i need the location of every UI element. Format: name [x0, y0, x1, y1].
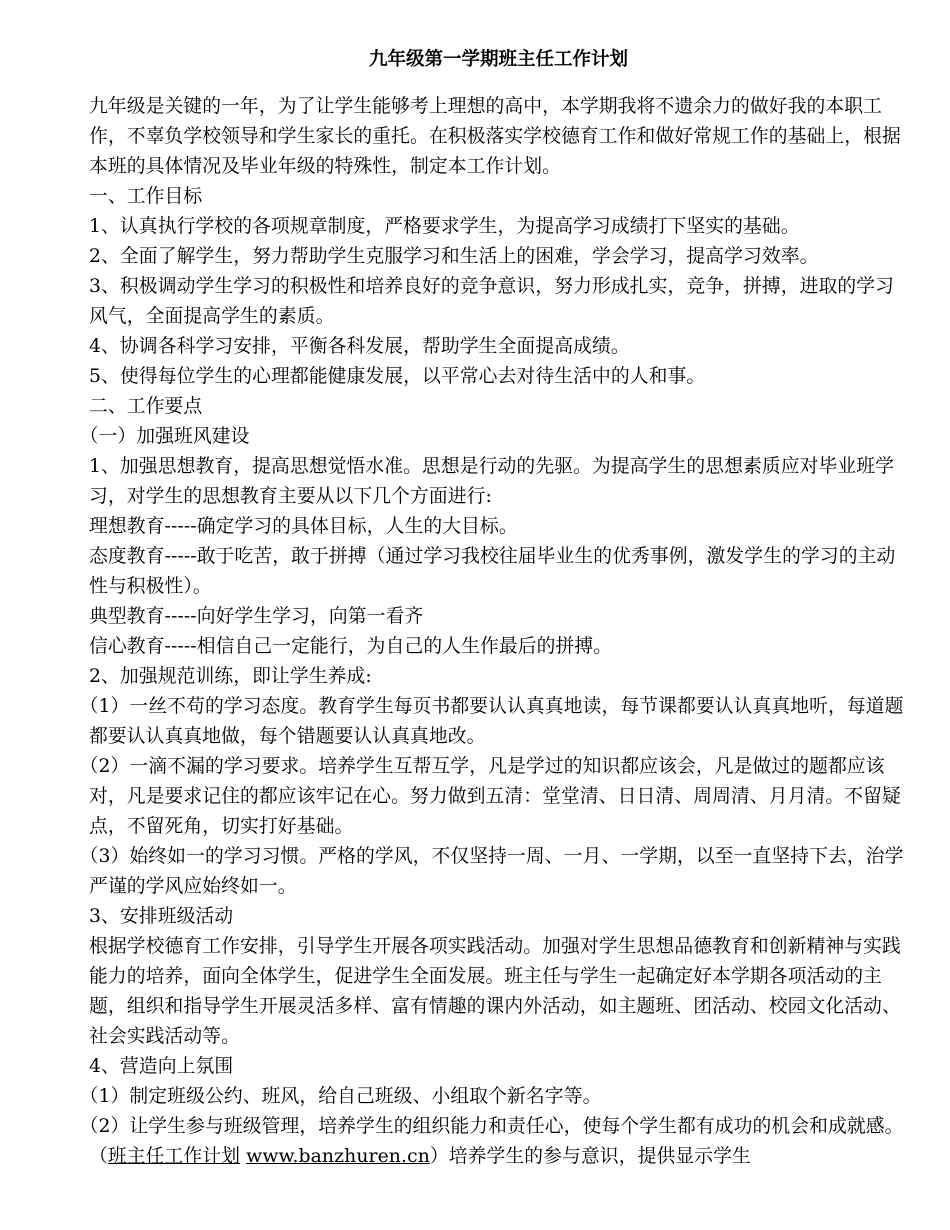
- education-model: 典型教育-----向好学生学习，向第一看齐: [89, 606, 424, 627]
- goal-item-2: 2、全面了解学生，努力帮助学生克服学习和生活上的困难，学会学习，提高学习效率。: [89, 246, 819, 267]
- atmosphere-item-1: （1）制定班级公约、班风，给自己班级、小组取个新名字等。: [79, 1086, 602, 1107]
- source-link-label[interactable]: 班主任工作计划: [107, 1146, 241, 1167]
- point-item-2: 2、加强规范训练，即让学生养成:: [89, 666, 372, 687]
- goal-item-4: 4、协调各科学习安排，平衡各科发展，帮助学生全面提高成绩。: [89, 336, 630, 357]
- document-body: [79, 92, 908, 1172]
- section-heading-key-points: 二、工作要点: [89, 396, 203, 417]
- habit-item-1: （1）一丝不苟的学习态度。教育学生每页书都要认认真真地读，每节课都要认认真真地听，每道题都要认认真真地做，每个错题要认认真真地改。: [79, 696, 904, 747]
- atmosphere-item-2-tail: ）培养学生的参与意识，提供显示学生: [429, 1146, 751, 1167]
- atmosphere-item-2: [79, 1112, 908, 1172]
- goal-item-5: 5、使得每位学生的心理都能健康发展，以平常心去对待生活中的人和事。: [89, 366, 706, 387]
- source-link-url[interactable]: www.banzhuren.cn: [246, 1146, 430, 1167]
- document-title: 九年级第一学期班主任工作计划: [368, 49, 628, 70]
- point-item-4: 4、营造向上氛围: [89, 1056, 234, 1077]
- intro-paragraph: 九年级是关键的一年，为了让学生能够考上理想的高中，本学期我将不遗余力的做好我的本职工作，不辜负学校领导和学生家长的重托。在积极落实学校德育工作和做好常规工作的基础上，根据本班的具体情况及毕业年级的特殊性，制定本工作计划。: [89, 96, 901, 177]
- education-ideal: 理想教育-----确定学习的具体目标，人生的大目标。: [89, 516, 518, 537]
- education-attitude: 态度教育-----敢于吃苦，敢于拼搏（通过学习我校往届毕业生的优秀事例，激发学生的学习的主动性与积极性）。: [89, 546, 896, 597]
- education-confidence: 信心教育-----相信自己一定能行，为自己的人生作最后的拼搏。: [89, 636, 613, 657]
- point-item-3: 3、安排班级活动: [89, 906, 234, 927]
- atmosphere-item-2-text: （2）让学生参与班级管理，培养学生的组织能力和责任心，使每个学生都有成功的机会和成就感。（: [79, 1116, 904, 1167]
- activities-paragraph: 根据学校德育工作安排，引导学生开展各项实践活动。加强对学生思想品德教育和创新精神与实践能力的培养，面向全体学生，促进学生全面发展。班主任与学生一起确定好本学期各项活动的主题，组织和指导学生开展灵活多样、富有情趣的课内外活动，如主题班、团活动、校园文化活动、社会实践活动等。: [89, 936, 901, 1047]
- section-heading-goals: 一、工作目标: [89, 186, 203, 207]
- habit-item-3: （3）始终如一的学习习惯。严格的学风，不仅坚持一周、一月、一学期，以至一直坚持下去，治学严谨的学风应始终如一。: [79, 846, 904, 897]
- point-item-1: 1、加强思想教育，提高思想觉悟水准。思想是行动的先驱。为提高学生的思想素质应对毕业班学习，对学生的思想教育主要从以下几个方面进行:: [89, 456, 895, 507]
- goal-item-3: 3、积极调动学生学习的积极性和培养良好的竞争意识，努力形成扎实，竞争，拼搏，进取的学习风气，全面提高学生的素质。: [89, 276, 895, 327]
- goal-item-1: 1、认真执行学校的各项规章制度，严格要求学生，为提高学习成绩打下坚实的基础。: [89, 216, 800, 237]
- habit-item-2: （2）一滴不漏的学习要求。培养学生互帮互学，凡是学过的知识都应该会，凡是做过的题都应该对，凡是要求记住的都应该牢记在心。努力做到五清：堂堂清、日日清、周周清、月月清。不留疑点，不留死角，切实打好基础。: [79, 756, 901, 837]
- subsection-heading-class-style: （一）加强班风建设: [79, 426, 250, 447]
